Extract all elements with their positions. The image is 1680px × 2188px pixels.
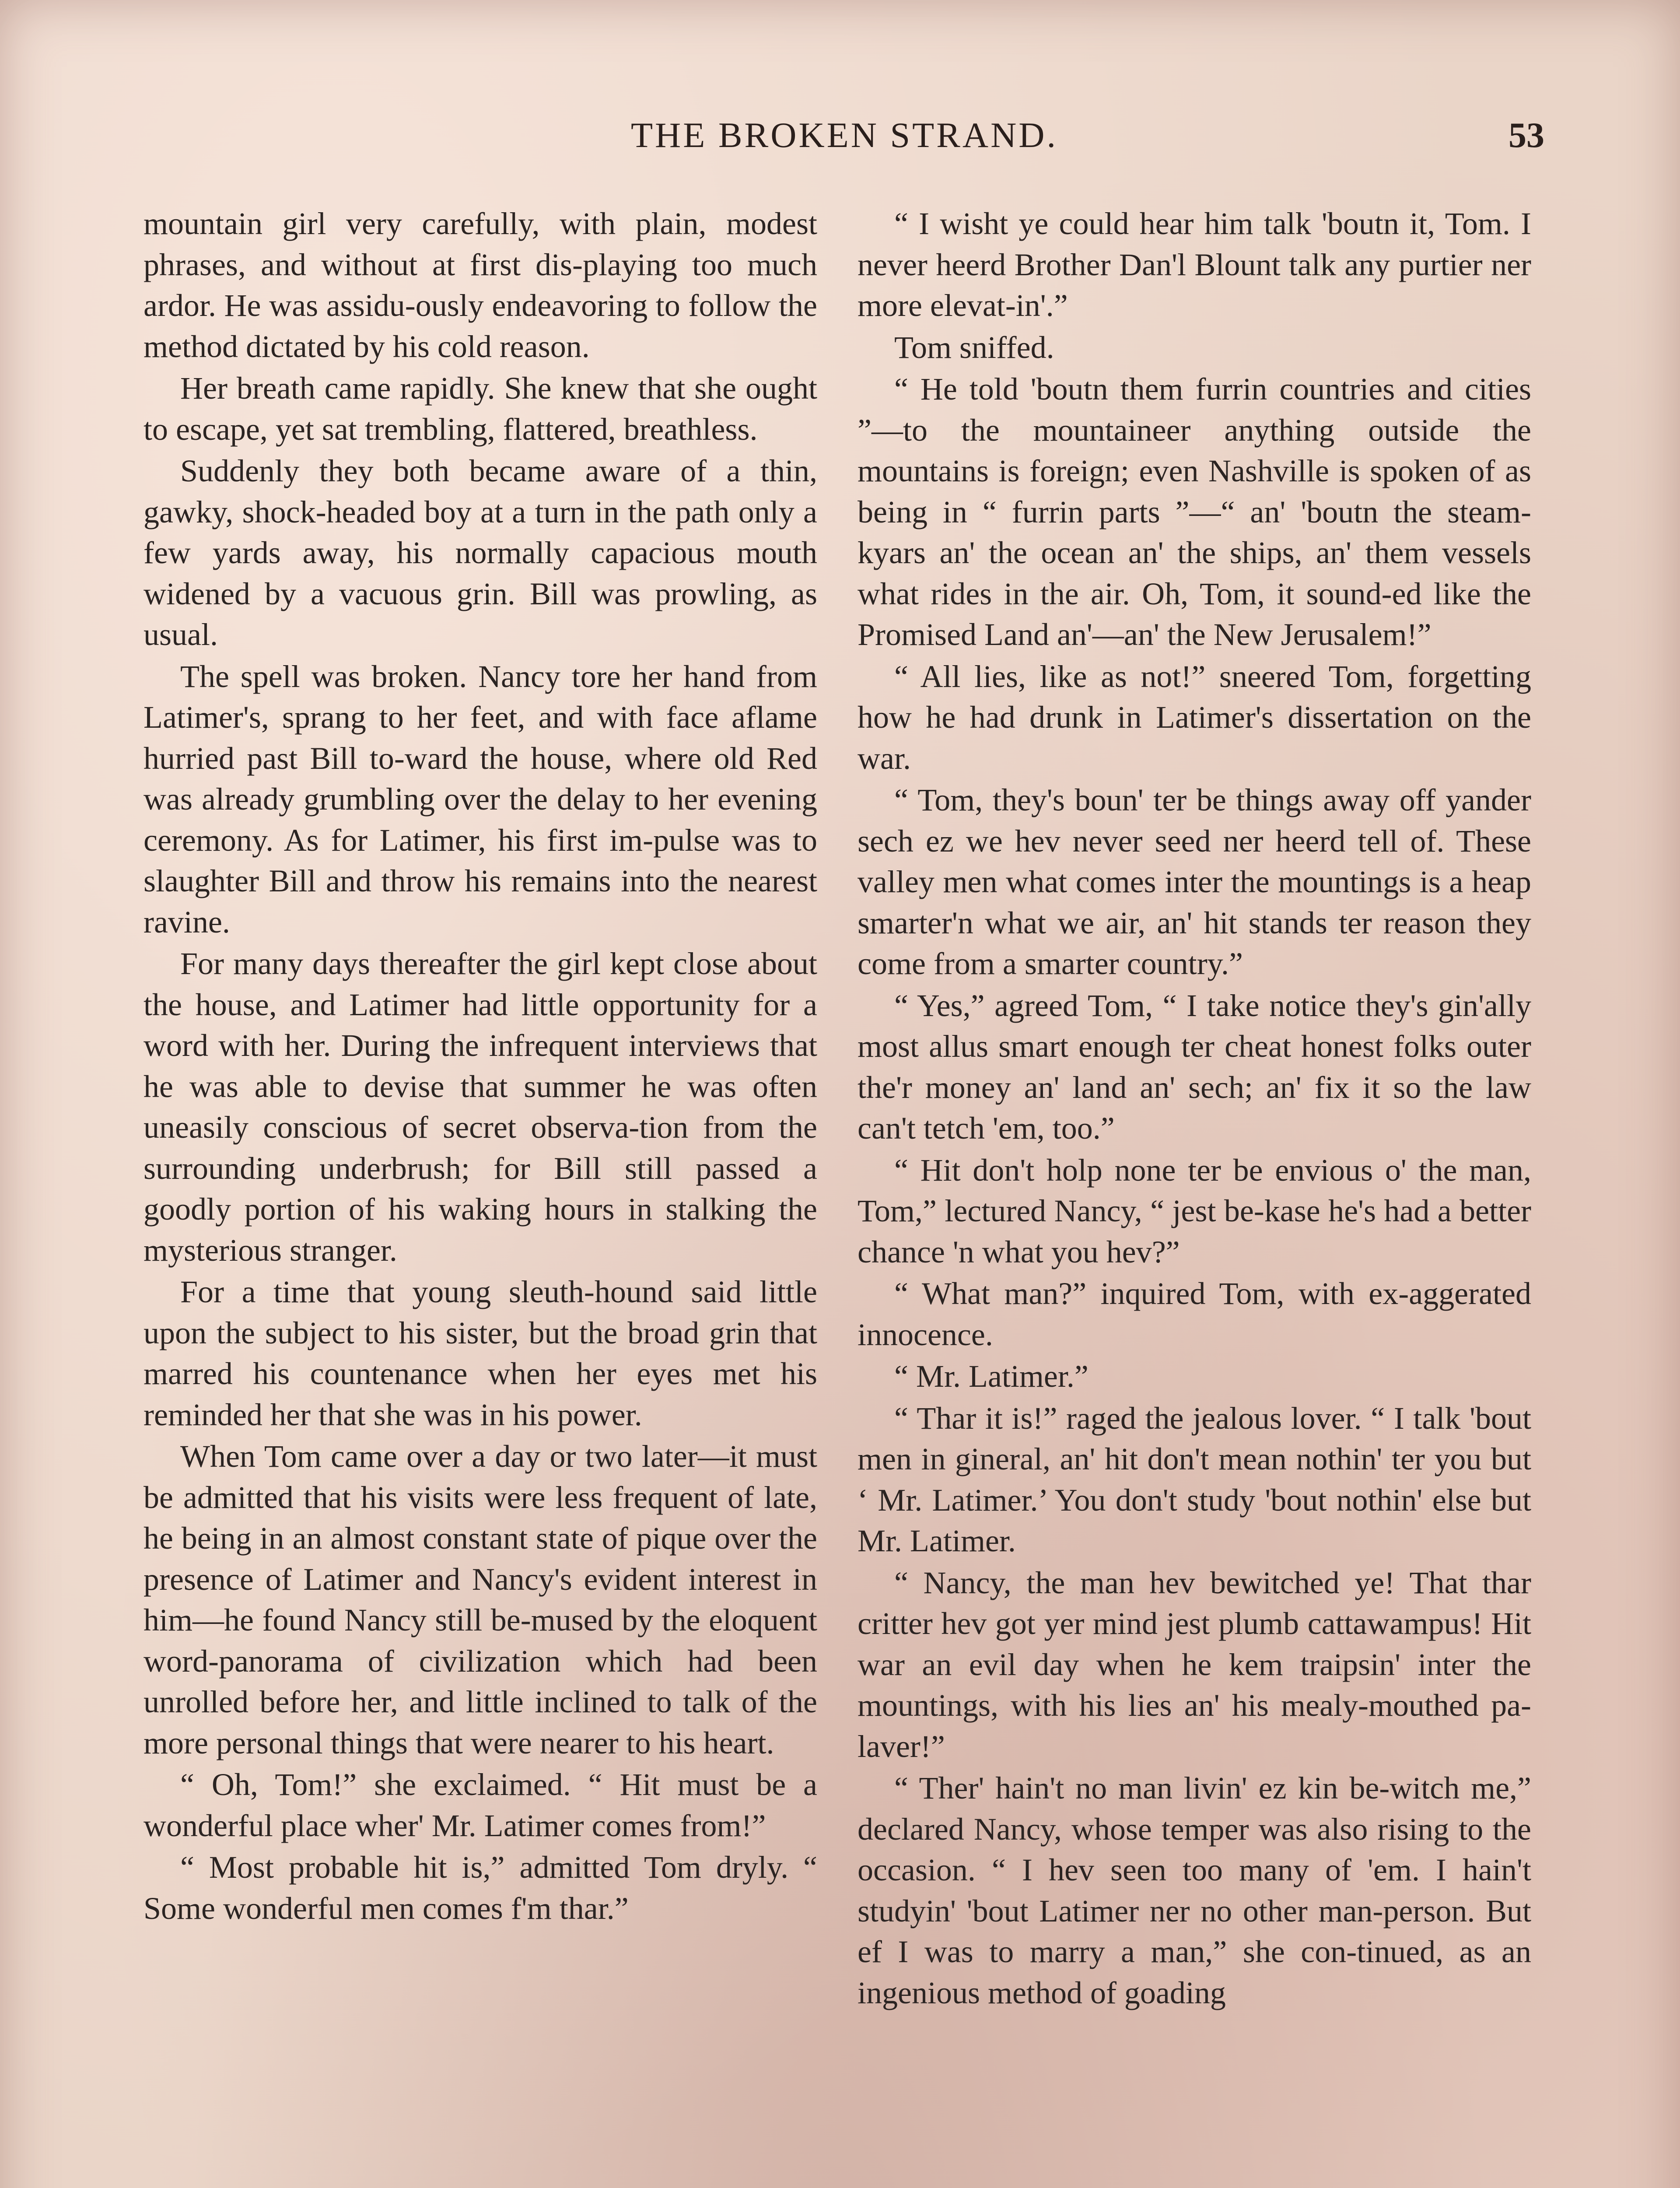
- page-number: 53: [1508, 115, 1544, 155]
- paragraph: “ Most probable hit is,” admitted Tom dryly. “ Some wonderful men comes f'm thar.”: [144, 1850, 817, 1926]
- paragraph: “ Tom, they's boun' ter be things away off yander sech ez we hev never seed ner heerd tell of. These valley men what comes inter the mountings is a heap smarter'n what we air, an' hit stands ter reason they come from a smarter country.”: [858, 782, 1531, 981]
- paragraph: “ What man?” inquired Tom, with ex-aggerated innocence.: [858, 1276, 1531, 1352]
- paragraph: “ He told 'boutn them furrin countries and cities ”—to the mountaineer anything outside the mountains is foreign; even Nashville is spoken of as being in “ furrin parts ”—“ an' 'boutn the steam-kyars an' the ocean an' the ships, an' them vessels what rides in the air. Oh, Tom, it sound-ed like the Promised Land an'—an' the New Jerusalem!”: [858, 372, 1531, 652]
- paragraph: “ Ther' hain't no man livin' ez kin be-witch me,” declared Nancy, whose temper was also rising to the occasion. “ I hev seen too many of 'em. I hain't studyin' 'bout Latimer ner no other man-person. But ef I was to marry a man,” she con-tinued, as an ingenious method of goading: [858, 1771, 1531, 2010]
- paragraph: “ I wisht ye could hear him talk 'boutn it, Tom. I never heerd Brother Dan'l Blount talk any purtier ner more elevat-in'.”: [858, 206, 1531, 323]
- paragraph: “ Hit don't holp none ter be envious o' the man, Tom,” lectured Nancy, “ jest be-kase he's had a better chance 'n what you hev?”: [858, 1152, 1531, 1269]
- right-column: [858, 203, 1531, 2014]
- page-header: [144, 115, 1544, 167]
- paragraph: “ Mr. Latimer.”: [894, 1359, 1088, 1394]
- paragraph: When Tom came over a day or two later—it must be admitted that his visits were less frequent of late, he being in an almost constant state of pique over the presence of Latimer and Nancy's evident interest in him—he found Nancy still be-mused by the eloquent word-panorama of civilization which had been unrolled before her, and little inclined to talk of the more personal things that were nearer to his heart.: [144, 1439, 817, 1760]
- running-title: THE BROKEN STRAND.: [630, 115, 1058, 155]
- left-column: [144, 203, 817, 1930]
- paragraph: Suddenly they both became aware of a thin, gawky, shock-headed boy at a turn in the path only a few yards away, his normally capacious mouth widened by a vacuous grin. Bill was prowling, as usual.: [144, 453, 817, 652]
- paragraph: “ All lies, like as not!” sneered Tom, forgetting how he had drunk in Latimer's dissertation on the war.: [858, 659, 1531, 776]
- paragraph: “ Thar it is!” raged the jealous lover. “ I talk 'bout men in gineral, an' hit don't mean nothin' ter you but ‘ Mr. Latimer.’ You don't study 'bout nothin' else but Mr. Latimer.: [858, 1400, 1531, 1558]
- paragraph: For many days thereafter the girl kept close about the house, and Latimer had little opportunity for a word with her. During the infrequent interviews that he was able to devise that summer he was often uneasily conscious of secret observa-tion from the surrounding underbrush; for Bill still passed a goodly portion of his waking hours in stalking the mysterious stranger.: [144, 946, 817, 1268]
- paragraph: For a time that young sleuth-hound said little upon the subject to his sister, but the broad grin that marred his countenance when her eyes met his reminded her that she was in his power.: [144, 1274, 817, 1432]
- paragraph: “ Oh, Tom!” she exclaimed. “ Hit must be a wonderful place wher' Mr. Latimer comes from!”: [144, 1767, 817, 1843]
- paragraph: mountain girl very carefully, with plain, modest phrases, and without at first dis-playing too much ardor. He was assidu-ously endeavoring to follow the method dictated by his cold reason.: [144, 206, 817, 364]
- paragraph: “ Yes,” agreed Tom, “ I take notice they's gin'ally most allus smart enough ter cheat honest folks outer the'r money an' land an' sech; an' fix it so the law can't tetch 'em, too.”: [858, 988, 1531, 1146]
- paragraph: Tom sniffed.: [894, 330, 1054, 365]
- paragraph: Her breath came rapidly. She knew that she ought to escape, yet sat trembling, flattered, breathless.: [144, 371, 817, 447]
- paragraph: The spell was broken. Nancy tore her hand from Latimer's, sprang to her feet, and with face aflame hurried past Bill to-ward the house, where old Red was already grumbling over the delay to her evening ceremony. As for Latimer, his first im-pulse was to slaughter Bill and throw his remains into the nearest ravine.: [144, 659, 817, 940]
- paragraph: “ Nancy, the man hev bewitched ye! That thar critter hev got yer mind jest plumb cattawampus! Hit war an evil day when he kem traipsin' inter the mountings, with his lies an' his mealy-mouthed pa-laver!”: [858, 1565, 1531, 1764]
